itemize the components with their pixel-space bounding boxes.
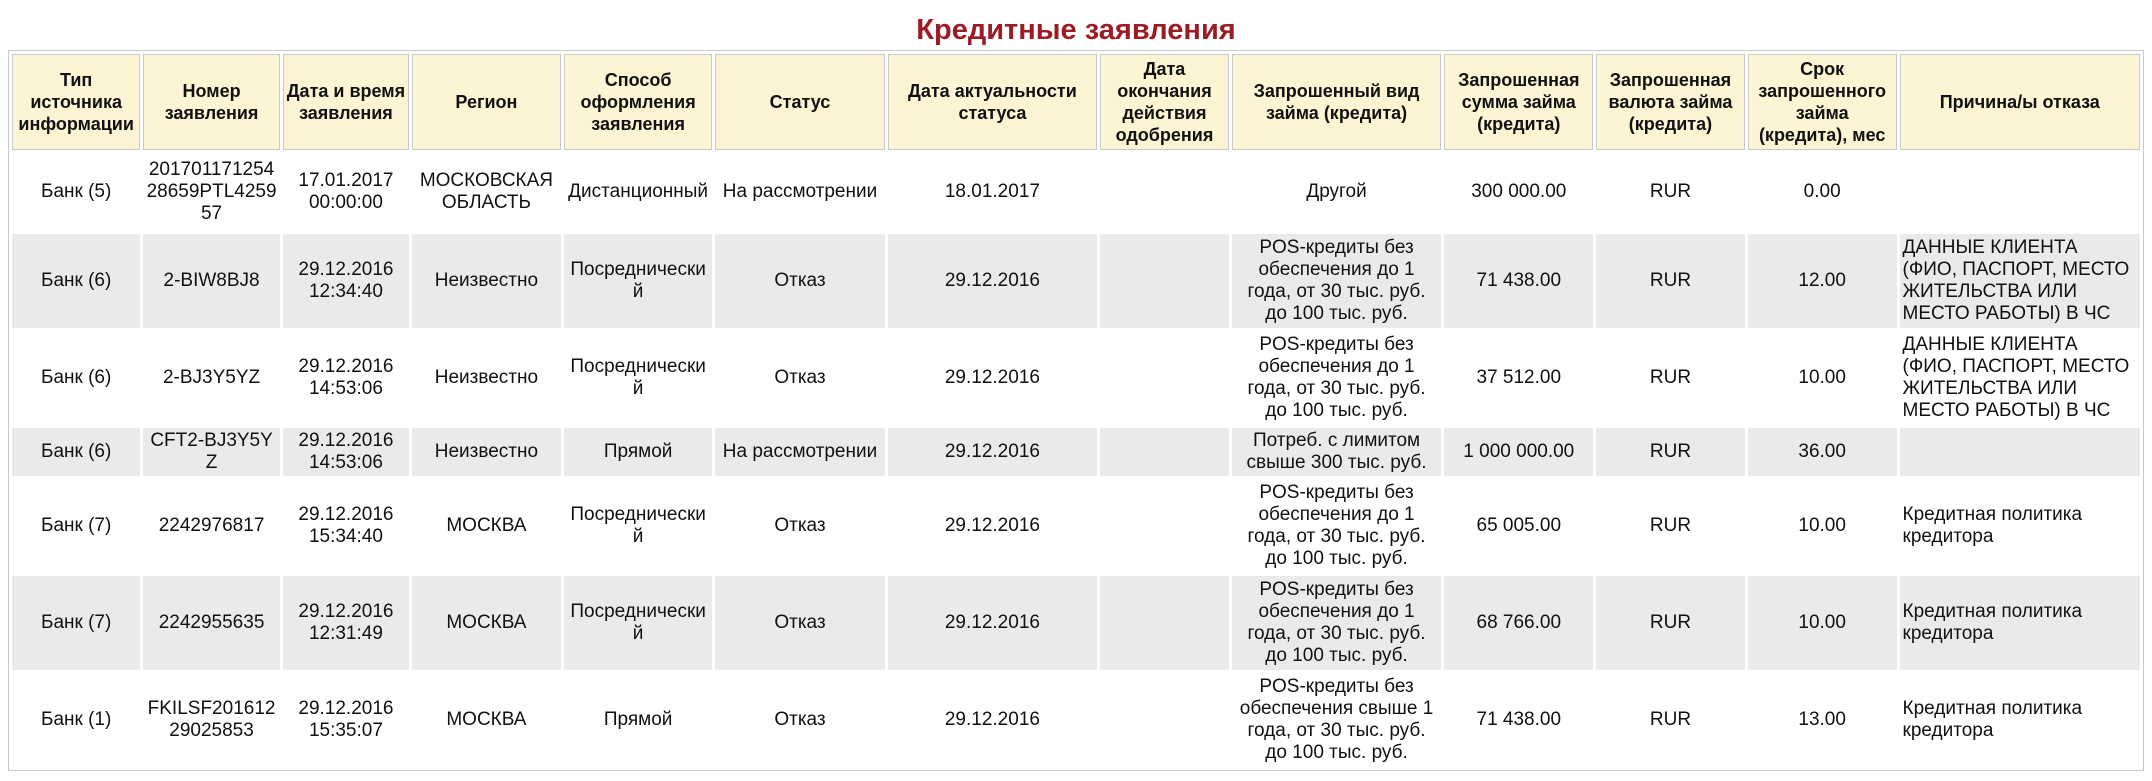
cell-term: 10.00 [1798,515,1846,536]
credit-applications-table [8,50,2144,771]
cell-term: 12.00 [1748,234,1897,328]
cell-loan-type: Потреб. с лимитом свыше 300 тыс. руб. [1232,428,1442,476]
cell-loan-type: Другой [1306,181,1367,202]
cell-source: Банк (1) [40,709,112,730]
cell-source: Банк (6) [12,428,140,476]
cell-method: Дистанционный [568,181,709,202]
column-header-method: Способ оформления заявления [564,54,713,150]
cell-currency: RUR [1596,428,1745,476]
cell-term: 10.00 [1798,367,1846,388]
cell-amount: 68 766.00 [1444,576,1593,670]
cell-region: МОСКВА [446,515,527,536]
cell-term: 36.00 [1748,428,1897,476]
cell-currency: RUR [1649,709,1692,730]
cell-source: Банк (6) [12,234,140,328]
cell-method: Прямой [564,428,713,476]
cell-region: Неизвестно [434,367,539,388]
cell-datetime: 29.12.2016 15:35:07 [298,698,394,741]
table-row [12,153,2140,231]
cell-number: FKILSF20161229025853 [147,698,276,741]
table-row [12,331,2140,425]
cell-region: Неизвестно [412,428,561,476]
cell-region: Неизвестно [412,234,561,328]
cell-approval-end [1100,479,1228,573]
column-header-source: Тип источника информации [12,54,140,150]
cell-number: CFT2-BJ3Y5YZ [143,428,279,476]
cell-status: На рассмотрении [715,428,884,476]
page-title: Кредитные заявления [916,14,1236,46]
cell-term: 13.00 [1798,709,1846,730]
column-header-amount: Запрошенная сумма займа (кредита) [1444,54,1593,150]
cell-reason: ДАННЫЕ КЛИЕНТА (ФИО, ПАСПОРТ, МЕСТО ЖИТЕЛЬСТВА ИЛИ МЕСТО РАБОТЫ) В ЧС [1902,334,2130,421]
cell-number: 2-BJ3Y5YZ [162,367,261,388]
cell-method: Посреднический [564,576,713,670]
cell-currency: RUR [1596,576,1745,670]
column-header-loan-type: Запрошенный вид займа (кредита) [1232,54,1442,150]
table-header-row [12,54,2140,150]
cell-amount: 1 000 000.00 [1444,428,1593,476]
table-row [12,428,2140,476]
table-row [12,479,2140,573]
cell-loan-type: POS-кредиты без обеспечения до 1 года, от 30 тыс. руб. до 100 тыс. руб. [1247,334,1426,421]
cell-method: Прямой [603,709,673,730]
table-row [12,576,2140,670]
cell-amount: 300 000.00 [1471,181,1567,202]
table-row [12,673,2140,767]
cell-status-date: 18.01.2017 [944,181,1040,202]
cell-approval-end [1100,153,1228,231]
column-header-currency: Запрошенная валюта займа (кредита) [1596,54,1745,150]
cell-method: Посреднический [564,234,713,328]
cell-amount: 71 438.00 [1476,709,1562,730]
cell-method: Посреднический [570,356,706,399]
table-row [12,234,2140,328]
cell-term: 10.00 [1748,576,1897,670]
cell-status-date: 29.12.2016 [888,576,1098,670]
cell-method: Посреднический [570,504,706,547]
cell-status: Отказ [774,515,826,536]
cell-approval-end [1100,331,1228,425]
cell-datetime: 29.12.2016 15:34:40 [298,504,394,547]
cell-status: Отказ [715,576,884,670]
column-header-term: Срок запрошенного займа (кредита), мес [1748,54,1897,150]
cell-amount: 65 005.00 [1476,515,1562,536]
cell-source: Банк (7) [12,576,140,670]
cell-datetime: 29.12.2016 14:53:06 [298,356,394,399]
cell-loan-type: POS-кредиты без обеспечения свыше 1 года, от 30 тыс. руб. до 100 тыс. руб. [1239,676,1434,763]
cell-number: 2242955635 [143,576,279,670]
cell-currency: RUR [1649,181,1692,202]
cell-status: На рассмотрении [722,181,878,202]
cell-number: 20170117125428659PTL425957 [146,159,277,224]
cell-term: 0.00 [1803,181,1841,202]
cell-status-date: 29.12.2016 [944,709,1040,730]
cell-datetime: 29.12.2016 12:31:49 [283,576,409,670]
cell-source: Банк (5) [40,181,112,202]
cell-reason [1900,153,2141,231]
cell-datetime: 29.12.2016 14:53:06 [283,428,409,476]
cell-status-date: 29.12.2016 [888,234,1098,328]
cell-currency: RUR [1649,367,1692,388]
cell-datetime: 29.12.2016 12:34:40 [283,234,409,328]
cell-source: Банк (7) [40,515,112,536]
cell-loan-type: POS-кредиты без обеспечения до 1 года, от 30 тыс. руб. до 100 тыс. руб. [1232,576,1442,670]
cell-currency: RUR [1596,234,1745,328]
cell-loan-type: POS-кредиты без обеспечения до 1 года, от 30 тыс. руб. до 100 тыс. руб. [1232,234,1442,328]
column-header-region: Регион [412,54,561,150]
cell-approval-end [1100,576,1228,670]
cell-region: МОСКВА [446,709,527,730]
column-header-number: Номер заявления [143,54,279,150]
cell-status-date: 29.12.2016 [888,428,1098,476]
column-header-datetime: Дата и время заявления [283,54,409,150]
cell-region: МОСКОВСКАЯ ОБЛАСТЬ [419,170,554,213]
cell-approval-end [1100,428,1228,476]
cell-reason: Кредитная политика кредитора [1902,504,2083,547]
cell-source: Банк (6) [40,367,112,388]
cell-approval-end [1100,673,1228,767]
column-header-status-date: Дата актуальности статуса [888,54,1098,150]
cell-amount: 71 438.00 [1444,234,1593,328]
cell-status-date: 29.12.2016 [944,367,1040,388]
cell-reason [1900,428,2141,476]
cell-loan-type: POS-кредиты без обеспечения до 1 года, от 30 тыс. руб. до 100 тыс. руб. [1247,482,1426,569]
cell-reason: Кредитная политика кредитора [1900,576,2141,670]
column-header-approval-end: Дата окончания действия одобрения [1100,54,1228,150]
cell-status-date: 29.12.2016 [944,515,1040,536]
cell-status: Отказ [774,709,826,730]
cell-reason: Кредитная политика кредитора [1902,698,2083,741]
cell-number: 2242976817 [158,515,265,536]
cell-status: Отказ [715,234,884,328]
cell-reason: ДАННЫЕ КЛИЕНТА (ФИО, ПАСПОРТ, МЕСТО ЖИТЕЛЬСТВА ИЛИ МЕСТО РАБОТЫ) В ЧС [1900,234,2141,328]
cell-currency: RUR [1649,515,1692,536]
cell-amount: 37 512.00 [1476,367,1562,388]
column-header-status: Статус [715,54,884,150]
column-header-reason: Причина/ы отказа [1900,54,2141,150]
cell-status: Отказ [774,367,826,388]
cell-region: МОСКВА [412,576,561,670]
cell-number: 2-BIW8BJ8 [143,234,279,328]
cell-datetime: 17.01.2017 00:00:00 [298,170,394,213]
cell-approval-end [1100,234,1228,328]
